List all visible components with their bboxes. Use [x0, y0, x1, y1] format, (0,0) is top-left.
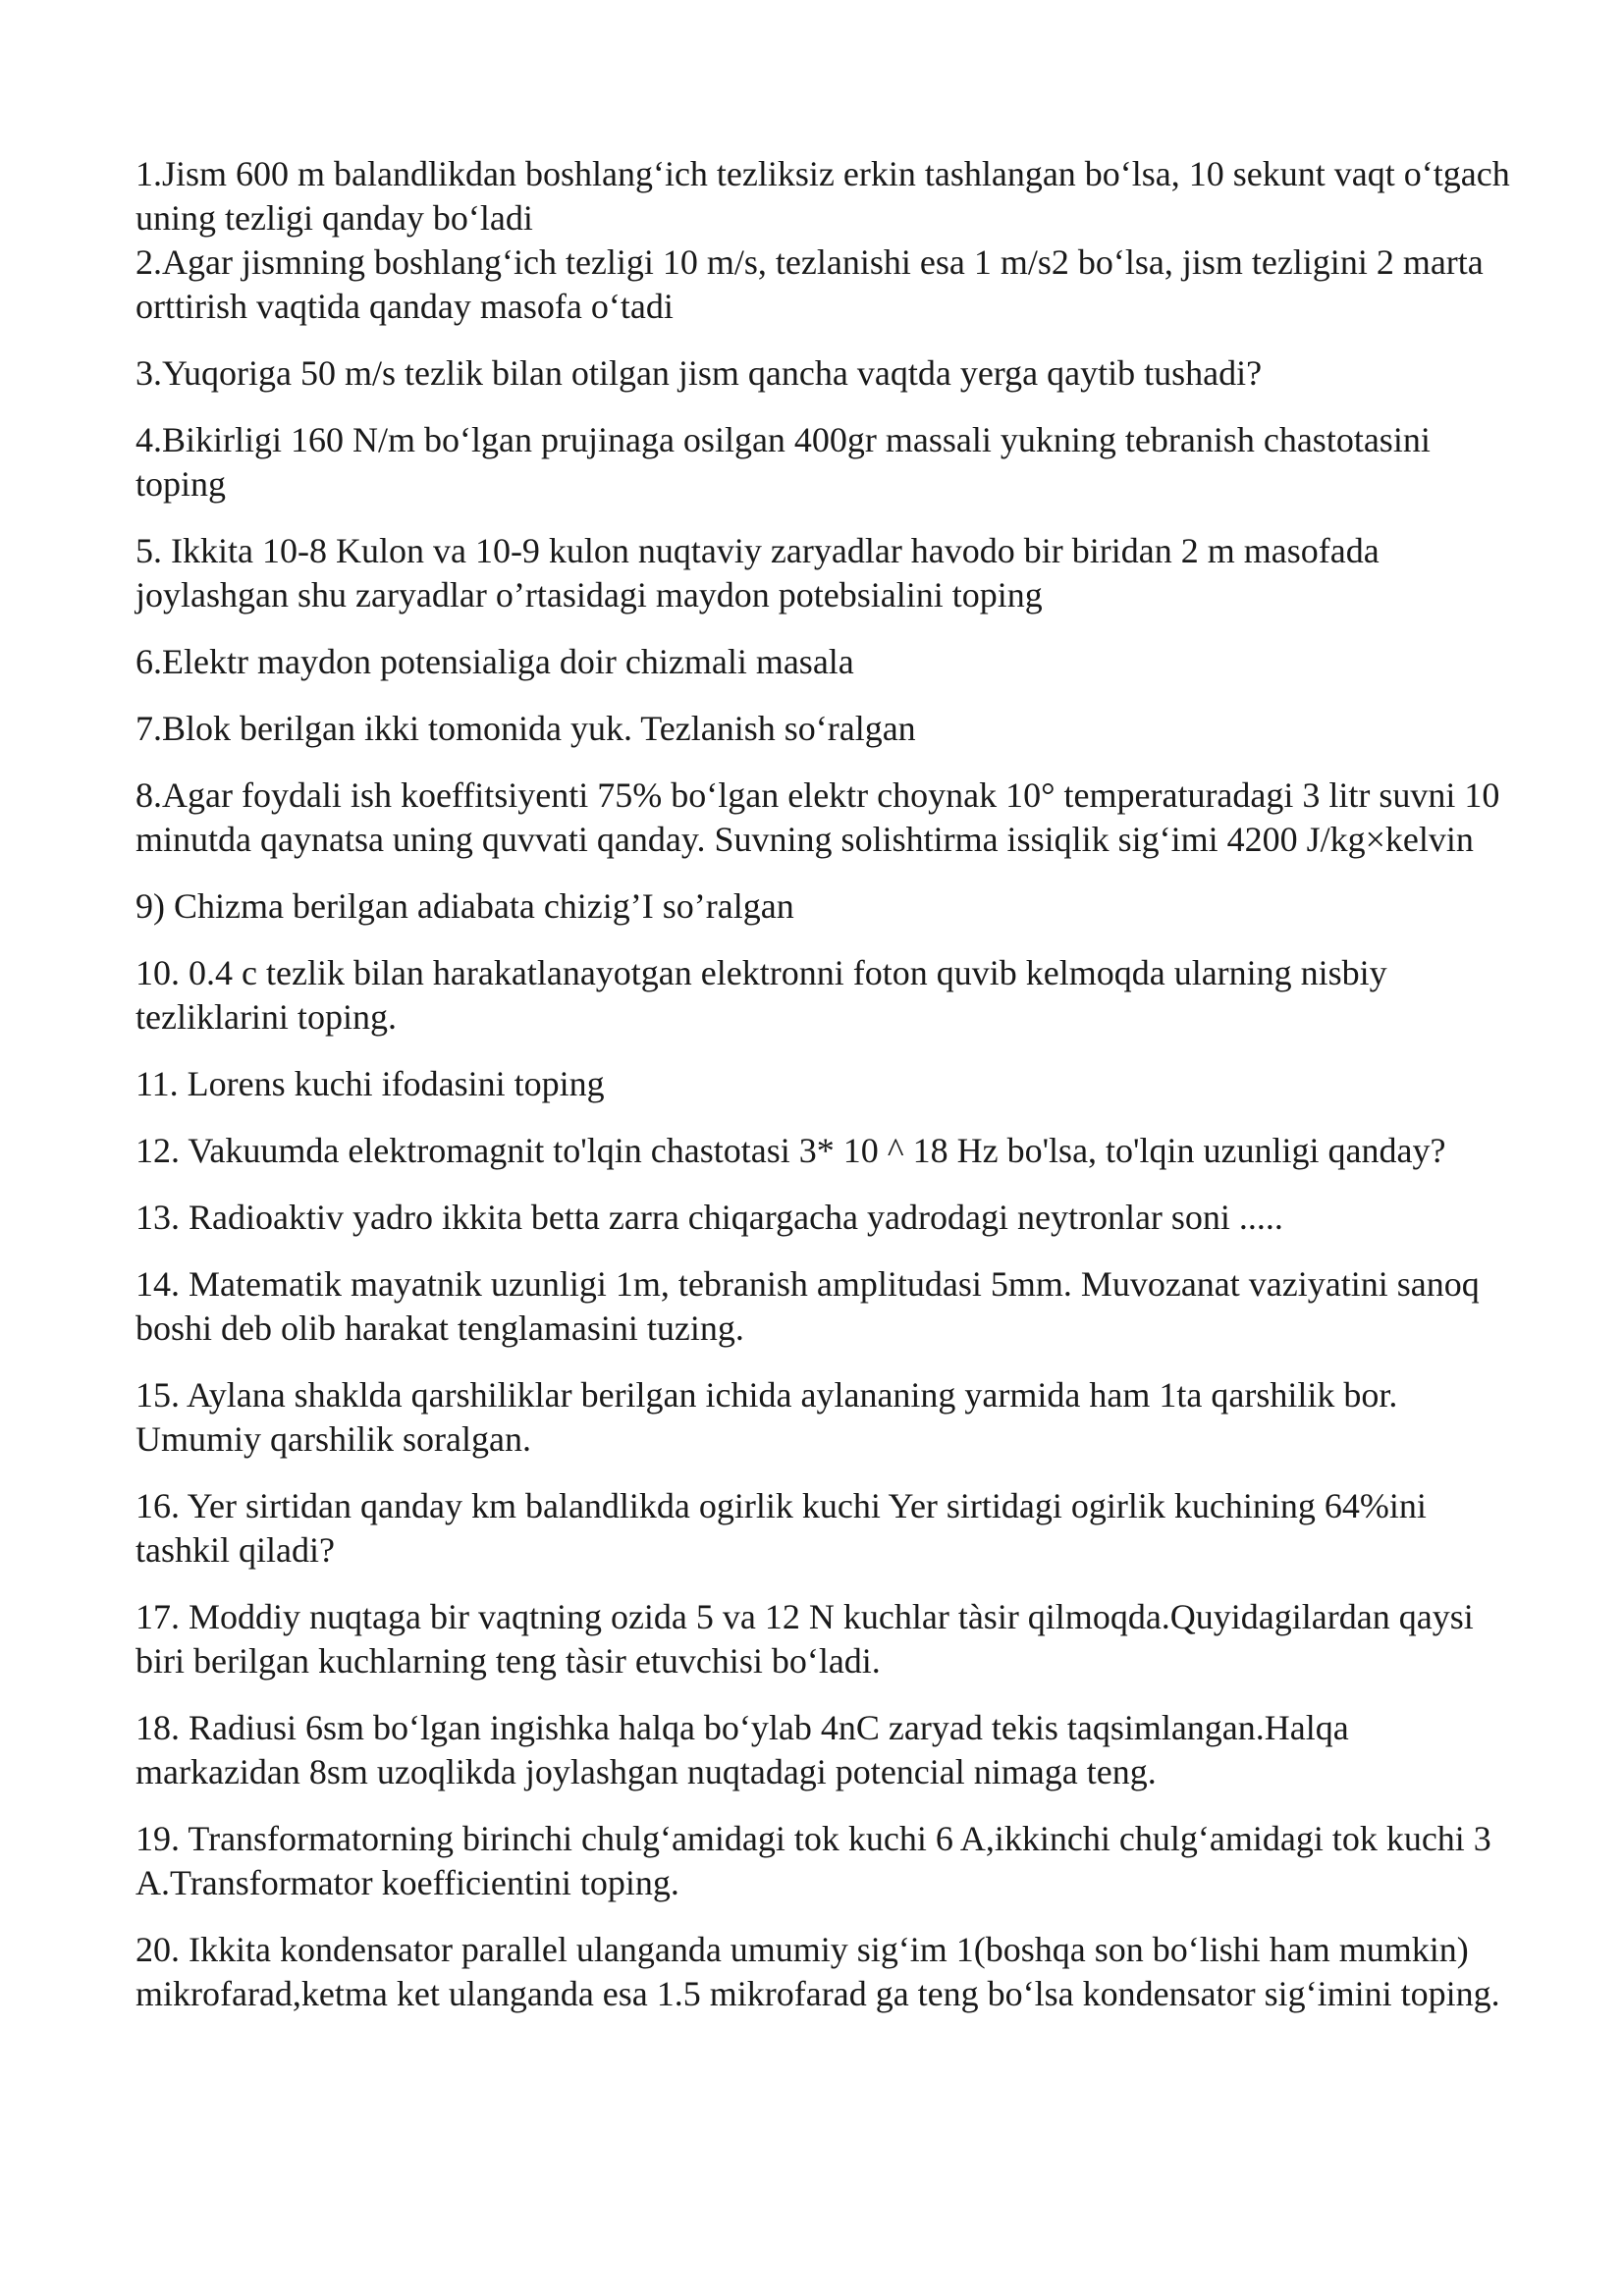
- question-4: 4.Bikirligi 160 N/m bo‘lgan prujinaga osilgan 400gr massali yukning tebranish chastotasini toping: [135, 420, 1431, 504]
- question-11: 11. Lorens kuchi ifodasini toping: [135, 1064, 605, 1103]
- question-19: 19. Transformatorning birinchi chulg‘amidagi tok kuchi 6 A,ikkinchi chulg‘amidagi tok kuchi 3 A.Transformator koefficientini toping.: [135, 1819, 1491, 1902]
- question-list: [135, 152, 1522, 2039]
- question-3: 3.Yuqoriga 50 m/s tezlik bilan otilgan jism qancha vaqtda yerga qaytib tushadi?: [135, 353, 1263, 393]
- question-18: 18. Radiusi 6sm bo‘lgan ingishka halqa bo‘ylab 4nC zaryad tekis taqsimlangan.Halqa markazidan 8sm uzoqlikda joylashgan nuqtadagi potencial nimaga teng.: [135, 1708, 1349, 1791]
- question-15: 15. Aylana shakldа qarshiliklar berilgan ichida aylananing yarmida ham 1ta qarshilik bor. Umumiy qarshilik soralgan.: [135, 1375, 1398, 1459]
- question-9: 9) Chizma berilgan adiabata chizig’I so’ralgan: [135, 886, 794, 926]
- question-8: 8.Agar foydali ish koeffitsiyenti 75% bo‘lgan elektr choynak 10° temperaturadagi 3 litr suvni 10 minutda qaynatsa uning quvvati qanday. Suvning solishtirma issiqlik sig‘imi 4200 J/kg×kelvin: [135, 775, 1500, 859]
- question-2: 2.Agar jismning boshlang‘ich tezligi 10 m/s, tezlanishi esa 1 m/s2 bo‘lsa, jism tezligini 2 marta orttirish vaqtida qanday masofa o‘tadi: [135, 242, 1484, 326]
- question-10: 10. 0.4 c tezlik bilan harakatlanayotgan elektronni foton quvib kelmoqda ularning nisbiy tezliklarini toping.: [135, 953, 1387, 1037]
- question-6: 6.Elektr maydon potensialiga doir chizmali masala: [135, 642, 854, 681]
- question-13: 13. Radioaktiv yadro ikkita betta zarra chiqargacha yadrodagi neytronlar soni .....: [135, 1198, 1283, 1237]
- question-12: 12. Vakuumda elektromagnit to'lqin chastotasi 3* 10 ^ 18 Hz bo'lsa, to'lqin uzunligi qanday?: [135, 1131, 1446, 1170]
- question-17: 17. Moddiy nuqtaga bir vaqtning ozida 5 va 12 N kuchlar tàsir qilmoqda.Quyidagilardan qaysi biri berilgan kuchlarning teng tàsir etuvchisi bo‘ladi.: [135, 1597, 1474, 1681]
- question-1: 1.Jism 600 m balandlikdan boshlang‘ich tezliksiz erkin tashlangan bo‘lsa, 10 sekunt vaqt o‘tgach uning tezligi qanday bo‘ladi: [135, 154, 1510, 238]
- question-20: 20. Ikkita kondensator parallel ulanganda umumiy sig‘im 1(boshqa son bo‘lishi ham mumkin) mikrofarad,ketma ket ulanganda esa 1.5 mikrofarad ga teng bo‘lsa kondensator sig‘imini toping.: [135, 1930, 1500, 2013]
- question-14: 14. Matematik mayatnik uzunligi 1m, tebranish amplitudasi 5mm. Muvozanat vaziyatini sanoq boshi deb olib harakat tenglamasini tuzing.: [135, 1264, 1480, 1348]
- question-7: 7.Blok berilgan ikki tomonida yuk. Tezlanish so‘ralgan: [135, 709, 916, 748]
- question-5: 5. Ikkita 10-8 Kulon va 10-9 kulon nuqtaviy zaryadlar havodo bir biridan 2 m masofada joylashgan shu zaryadlar o’rtasidagi maydon potebsialini toping: [135, 531, 1380, 614]
- question-16: 16. Yer sirtidan qanday km balandlikda ogirlik kuchi Yer sirtidagi ogirlik kuchining 64%ini tashkil qiladi?: [135, 1486, 1427, 1570]
